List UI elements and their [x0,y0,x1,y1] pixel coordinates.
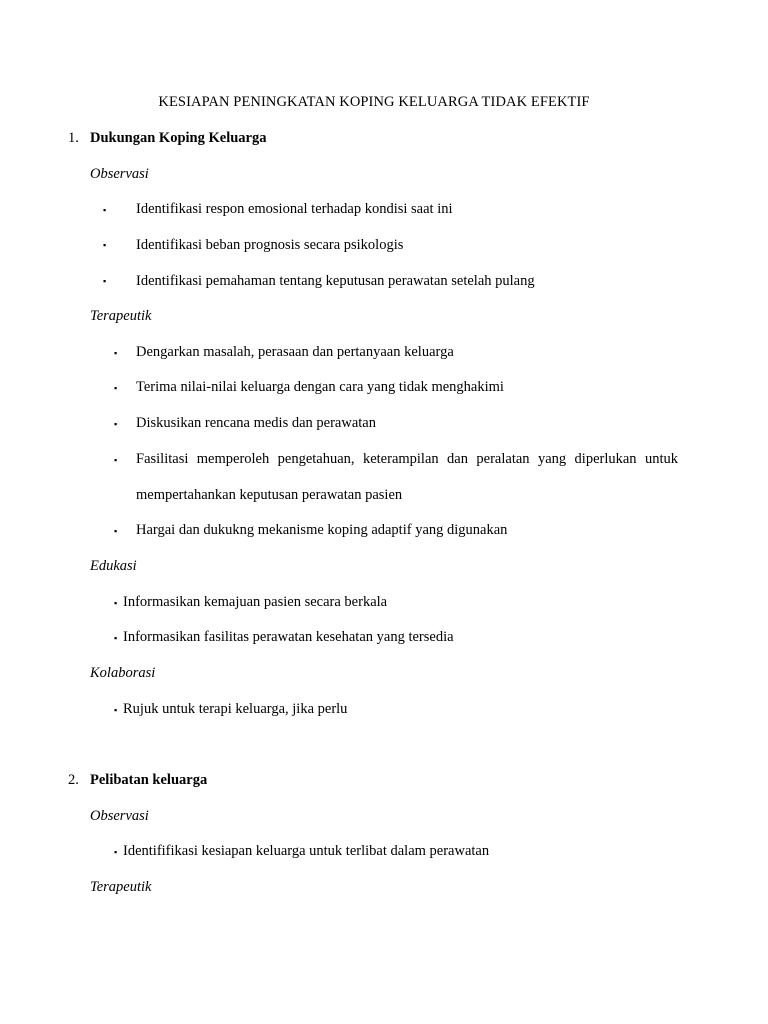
bullet-icon: ▪ [103,205,107,215]
section-heading: Dukungan Koping Keluarga [90,130,267,146]
list-item: Hargai dan dukukng mekanisme koping adaptif yang digunakan [136,522,508,538]
list-item: Informasikan fasilitas perawatan kesehatan yang tersedia [123,629,454,645]
bullet-icon: ▪ [103,240,107,250]
subheading-edukasi: Edukasi [90,558,137,574]
bullet-icon: ▪ [114,633,118,643]
section-number: 2. [68,772,79,788]
subheading-observasi: Observasi [90,166,149,182]
section-heading: Pelibatan keluarga [90,772,208,788]
bullet-icon: ▪ [114,348,118,358]
list-item: Identifikasi beban prognosis secara psikologis [136,237,404,253]
bullet-icon: ▪ [114,419,118,429]
subheading-terapeutik: Terapeutik [90,308,152,324]
list-item: Fasilitasi memperoleh pengetahuan, keterampilan dan peralatan yang diperlukan untuk [136,451,678,467]
bullet-icon: ▪ [114,383,118,393]
bullet-icon: ▪ [114,847,118,857]
bullet-icon: ▪ [114,598,118,608]
subheading-observasi: Observasi [90,808,149,824]
list-item: Diskusikan rencana medis dan perawatan [136,415,376,431]
document-title: KESIAPAN PENINGKATAN KOPING KELUARGA TIDAK EFEKTIF [158,94,590,110]
list-item: Terima nilai-nilai keluarga dengan cara yang tidak menghakimi [136,379,504,395]
list-item: Dengarkan masalah, perasaan dan pertanyaan keluarga [136,344,454,360]
bullet-icon: ▪ [103,276,107,286]
subheading-terapeutik: Terapeutik [90,879,152,895]
section-number: 1. [68,130,79,146]
list-item: Identifikasi respon emosional terhadap kondisi saat ini [136,201,453,217]
bullet-icon: ▪ [114,455,118,465]
list-item: Rujuk untuk terapi keluarga, jika perlu [123,701,348,717]
list-item: Identifikasi pemahaman tentang keputusan perawatan setelah pulang [136,273,535,289]
bullet-icon: ▪ [114,705,118,715]
list-item: Informasikan kemajuan pasien secara berkala [123,594,388,610]
list-item-continuation: mempertahankan keputusan perawatan pasien [136,487,403,503]
subheading-kolaborasi: Kolaborasi [90,665,156,681]
list-item: Identififikasi kesiapan keluarga untuk terlibat dalam perawatan [123,843,490,859]
bullet-icon: ▪ [114,526,118,536]
